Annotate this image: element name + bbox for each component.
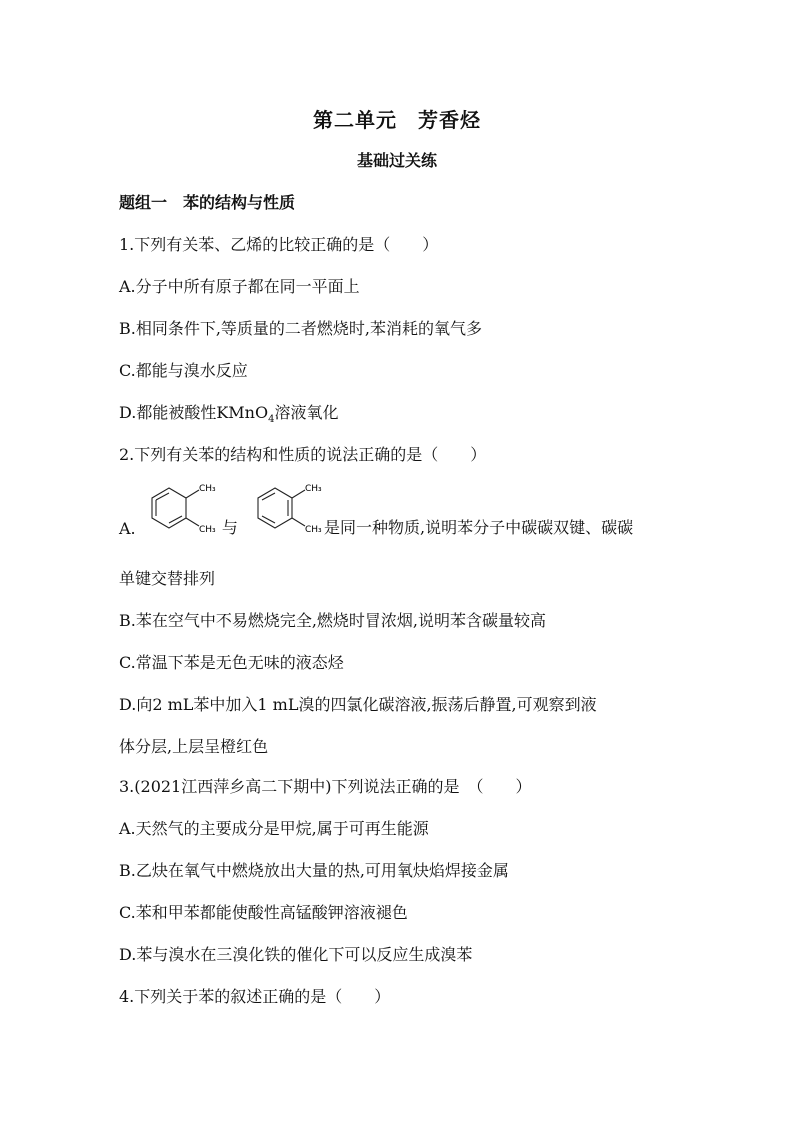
q3-option-a: A.天然气的主要成分是甲烷,属于可再生能源 (119, 819, 429, 838)
group-heading: 题组一 苯的结构与性质 (119, 193, 296, 212)
o-xylene-structure-2 (247, 476, 322, 542)
q2-option-d-cont: 体分层,上层呈橙红色 (119, 737, 269, 756)
methyl-label: CH₃ (304, 484, 322, 494)
q2-option-a-and: 与 (221, 518, 238, 537)
q2-option-d: D.向2 mL苯中加入1 mL溴的四氯化碳溶液,振荡后静置,可观察到液 (119, 695, 597, 714)
q1-option-a: A.分子中所有原子都在同一平面上 (119, 277, 360, 296)
q3-option-d: D.苯与溴水在三溴化铁的催化下可以反应生成溴苯 (119, 945, 473, 964)
q3-stem: 3.(2021江西萍乡高二下期中)下列说法正确的是 （ ） (119, 777, 532, 796)
q2-option-a-label: A. (119, 519, 136, 538)
q2-option-a-rest: 是同一种物质,说明苯分子中碳碳双键、碳碳 (324, 518, 634, 537)
q3-option-b: B.乙炔在氧气中燃烧放出大量的热,可用氧炔焰焊接金属 (119, 861, 509, 880)
methyl-label: CH₃ (198, 525, 216, 535)
q2-option-a-cont: 单键交替排列 (119, 569, 216, 588)
q1-option-d-pre: D.都能被酸性KMnO (119, 403, 269, 422)
q1-option-c: C.都能与溴水反应 (119, 361, 248, 380)
q1-stem: 1.下列有关苯、乙烯的比较正确的是（ ） (119, 235, 439, 254)
q1-option-b: B.相同条件下,等质量的二者燃烧时,苯消耗的氧气多 (119, 319, 483, 338)
q1-option-d (119, 400, 339, 425)
methyl-label: CH₃ (198, 484, 216, 494)
page-subtitle: 基础过关练 (356, 151, 437, 170)
q2-option-a (119, 476, 633, 546)
q4-stem: 4.下列关于苯的叙述正确的是（ ） (119, 987, 391, 1006)
q2-option-b: B.苯在空气中不易燃烧完全,燃烧时冒浓烟,说明苯含碳量较高 (119, 611, 547, 630)
q2-option-c: C.常温下苯是无色无味的液态烃 (119, 653, 344, 672)
o-xylene-structure-1 (141, 476, 216, 542)
q1-option-d-post: 溶液氧化 (274, 403, 339, 422)
q2-stem: 2.下列有关苯的结构和性质的说法正确的是（ ） (119, 445, 487, 464)
page-title: 第二单元 芳香烃 (313, 108, 481, 132)
q1-option-d-sub: 4 (268, 414, 275, 426)
q3-option-c: C.苯和甲苯都能使酸性高锰酸钾溶液褪色 (119, 903, 408, 922)
methyl-label: CH₃ (304, 525, 322, 535)
